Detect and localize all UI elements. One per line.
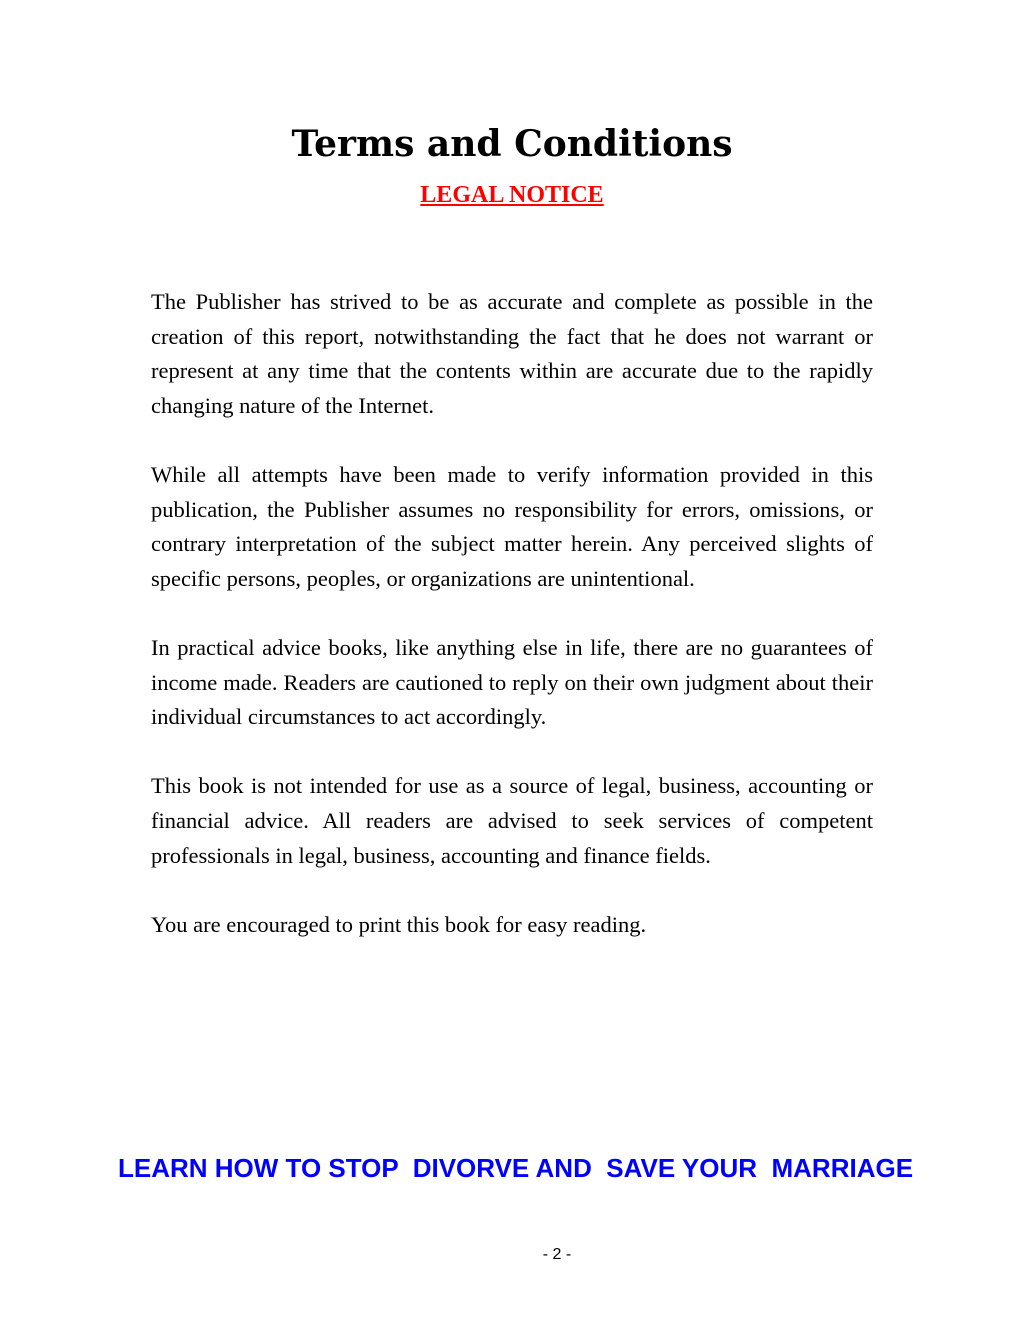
terms-body [151, 285, 873, 977]
paragraph-no-guarantees: In practical advice books, like anything else in life, there are no guarantees of income made. Readers are cautioned to reply on their own judgment about their individual circumstances to act accordingly. [151, 634, 873, 730]
paragraph-accuracy: The Publisher has strived to be as accurate and complete as possible in the creation of this report, notwithstanding the fact that he does not warrant or represent at any time that the contents within are accurate due to the rapidly changing nature of the Internet. [151, 289, 873, 418]
page-title: Terms and Conditions [291, 123, 733, 165]
page-number: - 2 - [542, 1246, 572, 1263]
paragraph-responsibility: While all attempts have been made to verify information provided in this publication, the Publisher assumes no responsibility for errors, omissions, or contrary interpretation of the subject matter herein. Any perceived slights of specific persons, peoples, or organizations are unintentional. [151, 461, 873, 591]
legal-notice-heading: LEGAL NOTICE [420, 182, 604, 208]
paragraph-print-encouragement: You are encouraged to print this book for easy reading. [151, 911, 647, 937]
stop-divorce-promo-link[interactable]: LEARN HOW TO STOP DIVORVE AND SAVE YOUR MARRIAGE [118, 1153, 914, 1183]
paragraph-not-advice: This book is not intended for use as a source of legal, business, accounting or financial advice. All readers are advised to seek services of competent professionals in legal, business, accounting and finance fields. [151, 773, 873, 868]
